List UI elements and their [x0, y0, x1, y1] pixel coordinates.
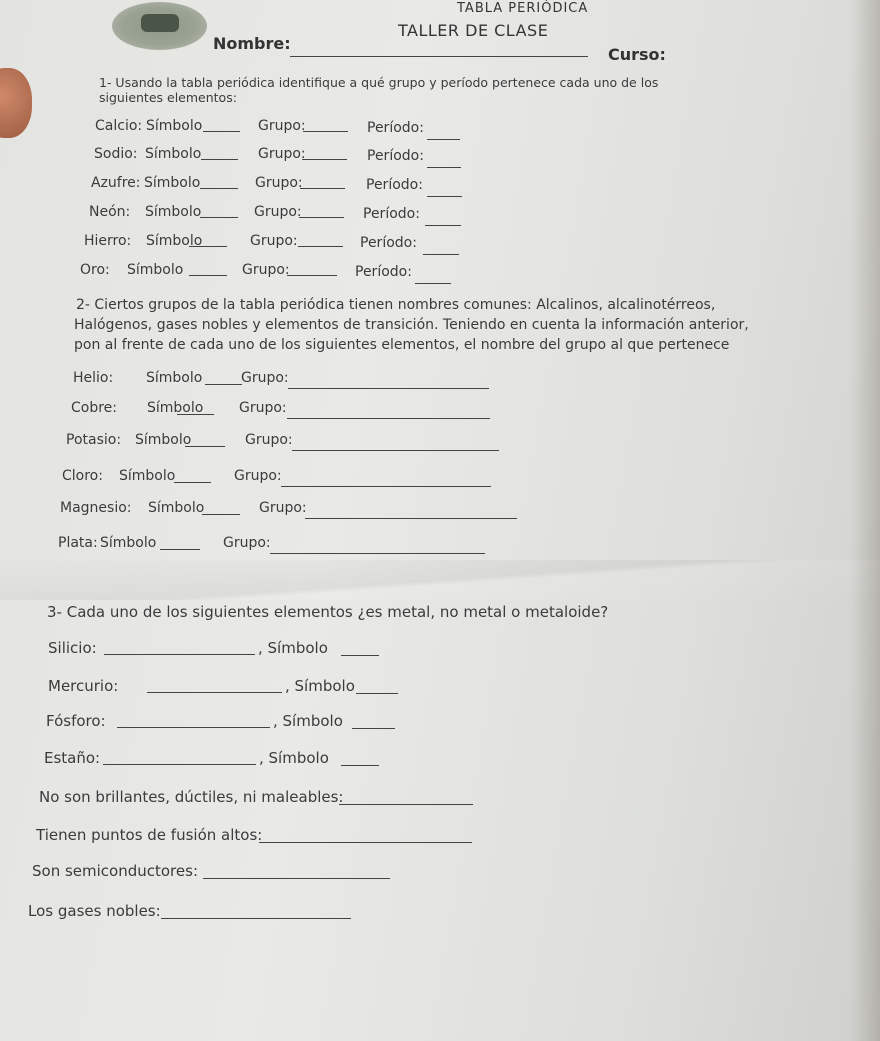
section3-element-name: Estaño:	[44, 749, 101, 767]
section1-period-blank[interactable]	[423, 254, 459, 255]
section1-group-label: Grupo:	[258, 118, 306, 134]
section1-symbol-blank[interactable]	[201, 159, 238, 160]
section1-group-blank[interactable]	[298, 246, 343, 247]
section2-symbol-blank[interactable]	[174, 482, 211, 483]
section2-symbol-label: Símbolo	[119, 468, 176, 484]
section1-period-blank[interactable]	[427, 139, 460, 140]
section2-symbol-label: Símbolo	[148, 500, 205, 516]
section3-symbol-label: , Símbolo	[259, 749, 329, 767]
section1-period-blank[interactable]	[425, 225, 461, 226]
section2-symbol-blank[interactable]	[160, 549, 200, 550]
section1-symbol-blank[interactable]	[189, 246, 227, 247]
section3-instruction: 3- Cada uno de los siguientes elementos ¿es metal, no metal o metaloide?	[47, 603, 609, 621]
section1-symbol-blank[interactable]	[189, 275, 227, 276]
section1-symbol-label: Símbolo	[144, 175, 201, 191]
section3-classification-blank[interactable]	[103, 764, 256, 765]
section2-element-name: Magnesio:	[60, 500, 132, 516]
section2-group-blank[interactable]	[287, 418, 490, 419]
section1-group-label: Grupo:	[258, 146, 306, 162]
section3-symbol-label: , Símbolo	[258, 639, 328, 657]
section1-group-blank[interactable]	[303, 131, 348, 132]
section1-period-label: Período:	[363, 206, 420, 222]
section1-period-label: Período:	[367, 148, 424, 164]
section1-instruction-line1: 1- Usando la tabla periódica identifique a qué grupo y período pertenece cada uno de los	[99, 75, 659, 90]
worksheet-subtitle: TALLER DE CLASE	[398, 21, 549, 40]
section1-symbol-blank[interactable]	[203, 131, 240, 132]
section1-group-label: Grupo:	[254, 204, 302, 220]
paper-fold	[0, 560, 880, 600]
section3-question-blank[interactable]	[259, 842, 472, 843]
section1-period-blank[interactable]	[427, 196, 462, 197]
section2-group-label: Grupo:	[241, 370, 289, 386]
course-label: Curso:	[608, 45, 666, 64]
section1-element-name: Neón:	[89, 204, 131, 220]
section1-symbol-blank[interactable]	[200, 217, 238, 218]
section2-element-name: Potasio:	[66, 432, 122, 448]
section1-element-name: Hierro:	[84, 233, 132, 249]
section3-question: Tienen puntos de fusión altos:	[36, 826, 263, 844]
section3-classification-blank[interactable]	[117, 727, 270, 728]
section1-period-label: Período:	[366, 177, 423, 193]
section2-symbol-label: Símbolo	[135, 432, 192, 448]
section1-group-blank[interactable]	[302, 159, 347, 160]
section2-group-blank[interactable]	[292, 450, 499, 451]
section3-question-blank[interactable]	[161, 918, 351, 919]
section1-element-name: Oro:	[80, 262, 110, 278]
section2-symbol-label: Símbolo	[147, 400, 204, 416]
section1-period-label: Período:	[360, 235, 417, 251]
section2-symbol-label: Símbolo	[146, 370, 203, 386]
section3-element-name: Fósforo:	[46, 712, 106, 730]
section2-group-blank[interactable]	[270, 553, 485, 554]
school-logo-mark	[141, 14, 179, 32]
section3-element-name: Mercurio:	[48, 677, 119, 695]
section2-symbol-blank[interactable]	[202, 514, 240, 515]
section2-element-name: Cloro:	[62, 468, 103, 484]
section1-symbol-label: Símbolo	[127, 262, 184, 278]
section2-group-blank[interactable]	[305, 518, 517, 519]
section1-symbol-label: Símbolo	[145, 146, 202, 162]
section1-period-blank[interactable]	[427, 167, 461, 168]
section2-instruction-line3: pon al frente de cada uno de los siguientes elementos, el nombre del grupo al que pertenece	[74, 337, 730, 353]
section3-symbol-blank[interactable]	[341, 765, 379, 766]
section2-group-blank[interactable]	[281, 486, 491, 487]
section2-group-label: Grupo:	[234, 468, 282, 484]
section3-element-name: Silicio:	[48, 639, 97, 657]
section1-period-blank[interactable]	[415, 283, 451, 284]
section1-group-label: Grupo:	[242, 262, 290, 278]
section2-symbol-blank[interactable]	[185, 446, 225, 447]
section1-instruction-line2: siguientes elementos:	[99, 90, 237, 105]
section3-question: No son brillantes, dúctiles, ni maleables:	[39, 788, 344, 806]
section2-group-blank[interactable]	[288, 388, 489, 389]
name-blank[interactable]	[290, 56, 588, 57]
section3-classification-blank[interactable]	[147, 692, 282, 693]
section3-question: Los gases nobles:	[28, 902, 161, 920]
section2-instruction-line1: 2- Ciertos grupos de la tabla periódica tienen nombres comunes: Alcalinos, alcalinotérreos,	[76, 297, 716, 313]
section1-group-blank[interactable]	[299, 217, 344, 218]
section3-symbol-label: , Símbolo	[285, 677, 355, 695]
section1-symbol-blank[interactable]	[200, 188, 238, 189]
section3-symbol-label: , Símbolo	[273, 712, 343, 730]
section3-symbol-blank[interactable]	[352, 728, 395, 729]
section1-group-label: Grupo:	[255, 175, 303, 191]
section1-period-label: Período:	[367, 120, 424, 136]
section1-symbol-label: Símbolo	[146, 118, 203, 134]
section2-symbol-label: Símbolo	[100, 535, 157, 551]
section1-group-blank[interactable]	[287, 275, 337, 276]
section2-group-label: Grupo:	[245, 432, 293, 448]
section1-symbol-label: Símbolo	[146, 233, 203, 249]
section3-classification-blank[interactable]	[104, 654, 255, 655]
section2-instruction-line2: Halógenos, gases nobles y elementos de transición. Teniendo en cuenta la información anterior,	[74, 317, 749, 333]
section3-question: Son semiconductores:	[32, 862, 198, 880]
section3-question-blank[interactable]	[203, 878, 390, 879]
section1-symbol-label: Símbolo	[145, 204, 202, 220]
section3-symbol-blank[interactable]	[341, 655, 379, 656]
section1-element-name: Sodio:	[94, 146, 138, 162]
section2-element-name: Helio:	[73, 370, 114, 386]
section1-period-label: Período:	[355, 264, 412, 280]
section3-question-blank[interactable]	[339, 804, 473, 805]
section1-group-label: Grupo:	[250, 233, 298, 249]
section2-element-name: Cobre:	[71, 400, 118, 416]
section1-group-blank[interactable]	[300, 188, 345, 189]
section2-group-label: Grupo:	[223, 535, 271, 551]
worksheet-title: TABLA PERIÓDICA	[457, 1, 589, 16]
section1-element-name: Azufre:	[91, 175, 141, 191]
section3-symbol-blank[interactable]	[356, 693, 398, 694]
section2-group-label: Grupo:	[239, 400, 287, 416]
section2-symbol-blank[interactable]	[205, 384, 242, 385]
section2-symbol-blank[interactable]	[177, 414, 214, 415]
section2-group-label: Grupo:	[259, 500, 307, 516]
paper-edge-shadow	[850, 0, 880, 1041]
section1-element-name: Calcio:	[95, 118, 143, 134]
section2-element-name: Plata:	[58, 535, 98, 551]
name-label: Nombre:	[213, 34, 291, 53]
